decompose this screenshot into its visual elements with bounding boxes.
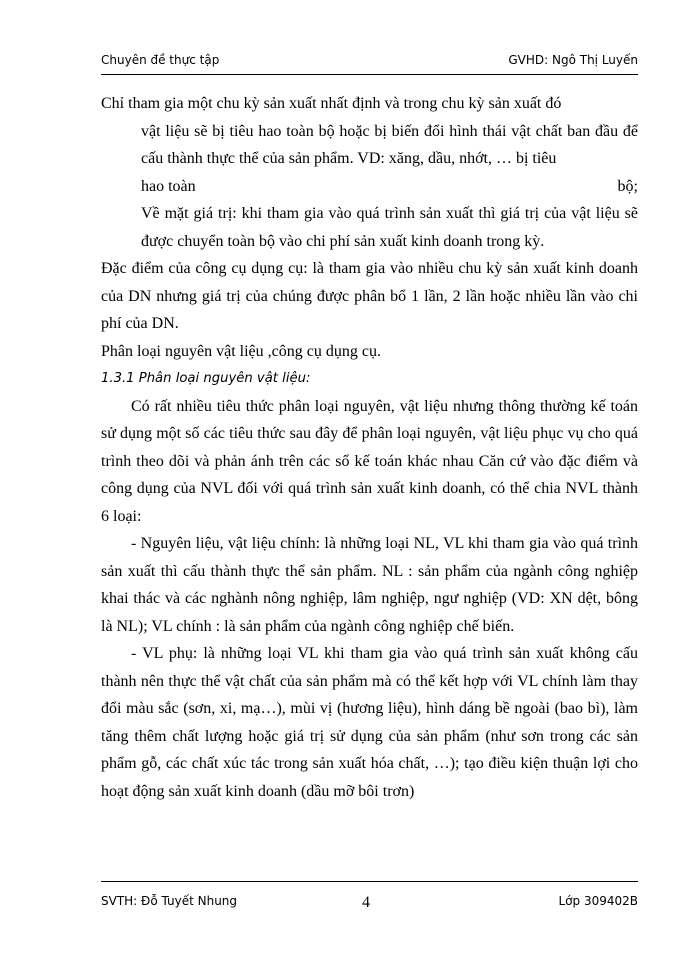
page-number: 4 [362, 894, 370, 911]
page-footer [101, 892, 638, 912]
page-header [101, 51, 638, 71]
footer-rule [101, 881, 638, 882]
section-heading: 1.3.1 Phân loại nguyên vật liệu: [101, 371, 311, 386]
header-title: Chuyên đề thực tập [101, 53, 220, 67]
paragraph-auxiliary-materials: - VL phụ: là những loại VL khi tham gia vào quá trình sản xuất không cấu thành nên thực thể vật chất của sản phẩm mà có thể kết hợp với VL chính làm thay đổi màu sắc (sơn, xi, mạ…), mùi vị (hương liệu), hình dáng bề ngoài (bao bì), làm tăng thêm chất lượng hoặc giá trị sử dụng của sản phẩm (như sơn trong các sản phẩm gỗ, các chất xúc tác trong sản xuất hóa chất, …); tạo điều kiện thuận lợi cho hoạt động sản xuất kinh doanh (dầu mỡ bôi trơn) [101, 645, 638, 800]
paragraph-classification: Phân loại nguyên vật liệu ,công cụ dụng cụ. [101, 342, 381, 360]
paragraph-material-cont: vật liệu sẽ bị tiêu hao toàn bộ hoặc bị biến đổi hình thái vật chất ban đầu để cấu thành thực thể của sản phẩm. VD: xăng, dầu, nhớt, … bị tiêu [141, 122, 638, 167]
paragraph-criteria: Có rất nhiều tiêu thức phân loại nguyên, vật liệu nhưng thông thường kế toán sử dụng một số các tiêu thức sau đây để phân loại nguyên, vật liệu phục vụ cho quá trình theo dõi và phản ánh trên các sổ kế toán khác nhau Căn cứ vào đặc điểm và công dụng của NVL đối với quá trình sản xuất kinh doanh, có thể chia NVL thành 6 loại: [101, 397, 638, 525]
paragraph-value: Về mặt giá trị: khi tham gia vào quá trình sản xuất thì giá trị của vật liệu sẽ được chuyển toàn bộ vào chi phí sản xuất kinh doanh trong kỳ. [141, 205, 638, 250]
paragraph-material-line1: Chỉ tham gia một chu kỳ sản xuất nhất định và trong chu kỳ sản xuất đó [101, 95, 562, 112]
paragraph-tools: Đặc điểm của công cụ dụng cụ: là tham gia vào nhiều chu kỳ sản xuất kinh doanh của DN nhưng giá trị của chúng được phân bổ 1 lần, 2 lần hoặc nhiều lần vào chi phí của DN. [101, 260, 638, 332]
footer-student: SVTH: Đỗ Tuyết Nhung [101, 894, 238, 908]
paragraph-material-last-b: bộ; [617, 177, 638, 195]
footer-class: Lớp 309402B [558, 894, 638, 908]
header-rule [101, 74, 638, 75]
page-body [101, 90, 638, 805]
paragraph-main-materials: - Nguyên liệu, vật liệu chính: là những loại NL, VL khi tham gia vào quá trình sản xuất thì cấu thành thực thể sản phẩm. NL : sản phẩm của ngành công nghiệp khai thác và các nghành nông nghiệp, lâm nghiệp, ngư nghiệp (VD: XN dệt, bông là NL); VL chính : là sản phẩm của ngành công nghiệp chế biến. [101, 535, 638, 635]
paragraph-material-last [101, 173, 638, 201]
paragraph-material-last-a: hao toàn [141, 177, 196, 195]
header-advisor: GVHD: Ngô Thị Luyến [508, 53, 638, 67]
